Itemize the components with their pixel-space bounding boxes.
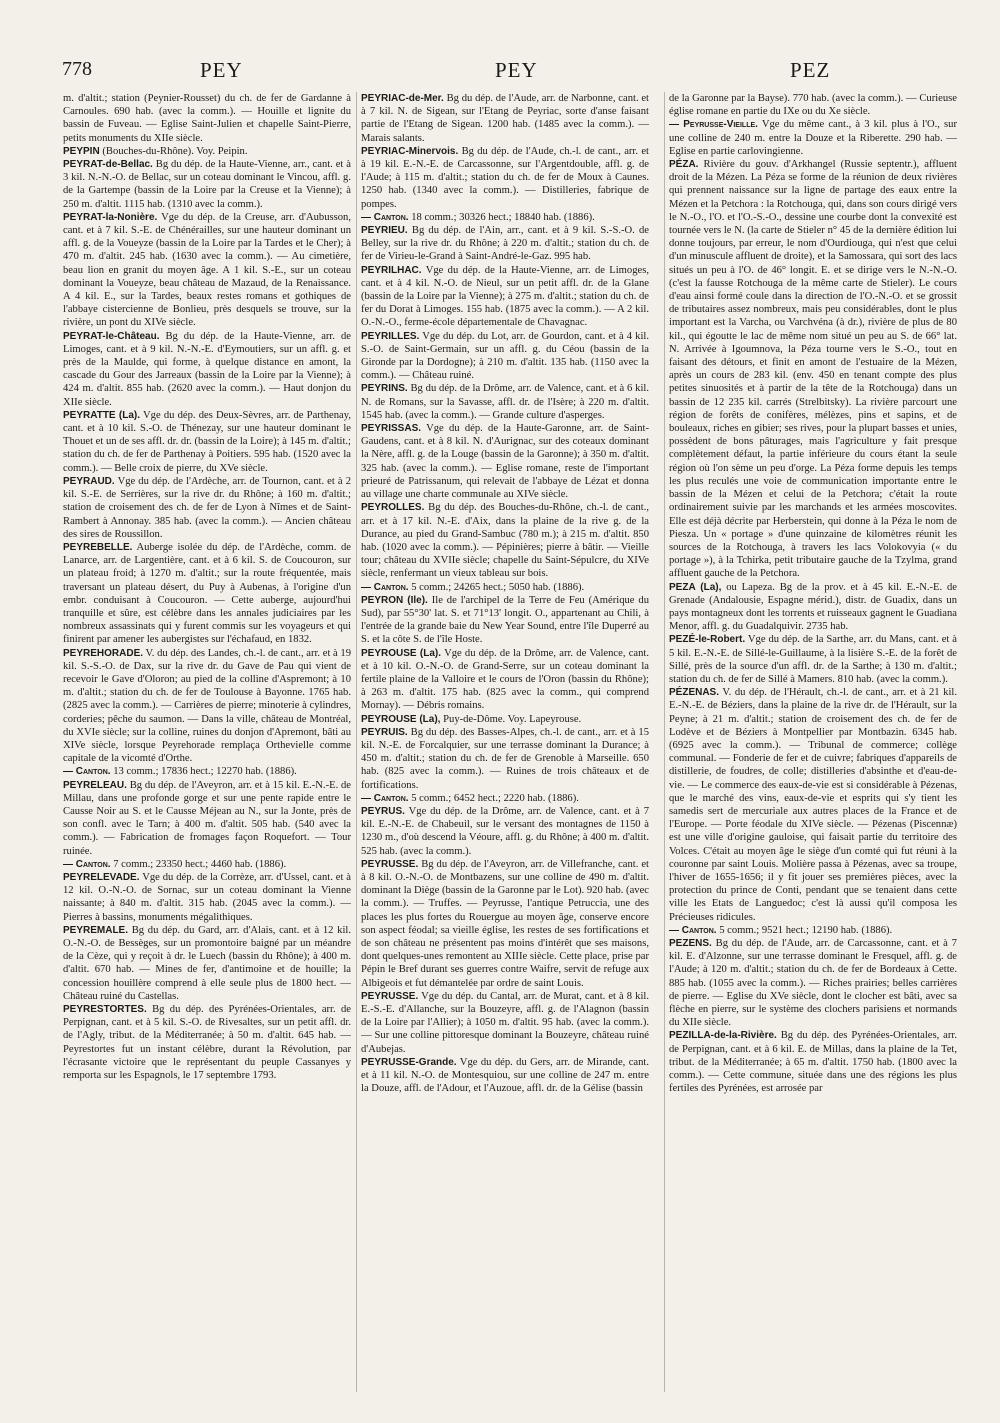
dictionary-entry (361, 726, 649, 792)
entry-text: m. d'altit.; station (Peynier-Rousset) du ch. de fer de Gardanne à Carnoules. 690 hab. (avec la comm.). — Houille et lignite du bassin de Fuveau. — Eglise Saint-Julien et chapelle Saint-Pierre, petits monuments du XIIe siècle. (63, 93, 351, 144)
entry-headword: PEYROUSE (La), (361, 713, 441, 725)
entry-text: 7 comm.; 23350 hect.; 4460 hab. (1886). (113, 858, 287, 870)
entry-text: Rivière du gouv. d'Arkhangel (Russie septentr.), affluent droit de la Mézen. La Péza se forme de la réunion de deux rivières qui prennent naissance sur la ligne de partage des eaux entre la Mézen et la Petchora : la Rotchouga, qui, dans son cours dirigé vers le N.-O., l'O. et l'O.-S.-O., dessine une courbe dont la convexité est tournée vers le N. (la carte de Stieler n° 45 de la dernière édition lui donne toujours, par erreur, le nom d'Ourdiouga, qui n'est que celui d'un minuscule affluent de droite), et la Samossara, qui sort des lacs situés un peu à l'O. de 46° longit. E. et se dirige vers le N.-N.-O. (c'est la fausse Rotchouga de la même carte de Stieler). Le cours d'eau ainsi formé coule dans la direction de l'O.-N.-O. et se grossit de tributaires assez nombreux, mais peu considérables, dont le plus important est la Varcha, ou Varchvéna (à dr.), rivière de plus de 80 kil., qui égoutte le lac de même nom situé un peu au S. de 66° lat. N. Arrivée à Igoumnova, la Péza tourne vers le S.-O., tout en faisant des détours, et finit en amont de l'estuaire de la Mézen, après un cours de 283 kil. (env. 450 en tenant compte des plus petites sinuosités et à partir de la tête de la Rotchouga) dans un bassin de 12 235 kil. carrés (Strelbitsky). La rivière parcourt une région de forêts de conifères, mélèzes, pins et sapins, et de bouleaux, riches en gibier; ses rives, pour la plupart basses et unies, possèdent de bons pâturages, mais l'agriculture y fait presque complètement défaut, la partie inférieure du cours étant la seule région où l'on sème un peu d'orge. La Péza forme depuis les temps les plus reculés une voie de communication importante entre le bassin de la Mézen et celui de la Petchora; c'était la route ordinairement suivie par les marchands et les armées moscovites. Elle est déjà décrite par Herberstein, qui donne à la Péza le nom de Piesza. Un « portage » d'une quinzaine de kilomètres réunit les sources de la Rotchouga, à travers les lacs Volokovyia (« du portage »), à la Tchirka, petit tributaire gauche de la Tzylma, grand affluent gauche de la Petchora. (669, 159, 957, 580)
dictionary-entry (63, 541, 351, 647)
entry-headword: PEYRAT-la-Nonière. (63, 211, 158, 223)
running-header (0, 58, 1000, 88)
entry-text: Vge du dép. de la Drôme, arr. de Valence, cant. et à 10 kil. O.-N.-O. de Grand-Serre, sur un coteau dominant la fertile plaine de la Valloire et le cours de l'Oron (bassin du Rhône); à 263 m. d'altit. 175 hab. (825 avec la comm., qui comprend Mornay). — Débris romains. (361, 647, 649, 712)
entry-headword: PEYREMALE. (63, 924, 129, 936)
center-headword: PEY (495, 58, 538, 82)
entry-text: Bg du dép. du Gard, arr. d'Alais, cant. et à 12 kil. O.-N.-O. de Bessèges, sur un promontoire baigné par un méandre de la Cèze, qui y reçoit à dr. le Luech (bassin du Rhône); à 400 m. d'altit. 670 hab. — Mines de fer, d'antimoine et de houille; la concession houillère comprend à elle seule plus de 1800 hect. — Château ruiné du Castellas. (63, 924, 351, 1002)
dictionary-entry (361, 647, 649, 713)
dictionary-entry (63, 765, 351, 778)
dictionary-entry (361, 792, 649, 805)
entry-headword: PÉZENAS. (669, 687, 720, 699)
entry-text: Vge du dép. de la Haute-Vienne, arr. de Limoges, cant. et à 4 kil. N.-O. de Nieul, sur un petit affl. dr. de la Glane (bassin de la Loire par la Vienne); à 275 m. d'altit.; station du ch. de fer du Dorat à Limoges. 155 hab. (1875 avec la comm.). — A 2 kil. O.-N.-O., ferme-école départementale de Chavagnac. (361, 264, 649, 329)
dictionary-entry (63, 409, 351, 475)
dictionary-entry (361, 501, 649, 580)
entry-text: Vge du dép. de la Drôme, arr. de Valence, cant. et à 7 kil. E.-N.-E. de Chabeuil, sur le versant des montagnes de 1150 à 1230 m., d'où descend la Véoure, affl. g. du Rhône; à 400 m. d'altit. 525 hab. (avec la comm.). (361, 805, 649, 857)
dictionary-entry (63, 647, 351, 766)
dictionary-entry (669, 158, 957, 581)
text-column-left (63, 92, 351, 1412)
entry-headword: PEYRUSSE-Grande. (361, 1056, 457, 1068)
dictionary-entry (63, 330, 351, 409)
text-column-right (669, 92, 957, 1412)
dictionary-entry (361, 224, 649, 264)
entry-text: Bg du dép. des Bouches-du-Rhône, ch.-l. de cant., arr. et à 17 kil. N.-E. d'Aix, dans la plaine de la rive g. de la Durance, au pied du Grand-Sambuc (780 m.); à 215 m. d'altit. 850 hab. (1020 avec la comm.). — Pépinières; pierre à bâtir. — Vieille tour; château du XVIIe siècle; chapelle du Saint-Sépulcre, du XIVe siècle, renfermant un vieux tableau sur bois. (361, 502, 649, 580)
dictionary-entry (63, 871, 351, 924)
dictionary-entry (361, 594, 649, 647)
entry-text: Vge du dép. de l'Ardèche, arr. de Tournon, cant. et à 2 kil. S.-E. de Serrières, sur la rive dr. du Rhône; à 160 m. d'altit.; station de croisement des ch. de fer de Lyon à Nîmes et de Saint-Rambert à Annonay. 385 hab. (avec la comm.). — Ancien château des sires de Roussillon. (63, 475, 351, 540)
entry-text: Vge du dép. du Cantal, arr. de Murat, cant. et à 8 kil. E.-S.-E. d'Allanche, sur la Bouzeyre, affl. g. de l'Alagnon (bassin de la Loire par l'Allier); à 1050 m. d'altit. 95 hab. (avec la comm.). — Sur une colline pittoresque dominant la Bouzeyre, château ruiné d'Aubejas. (361, 990, 649, 1055)
dictionary-entry (669, 937, 957, 1029)
entry-headword: PEYRATTE (La). (63, 409, 141, 421)
entry-text: Vge du dép. de la Sarthe, arr. du Mans, cant. et à 5 kil. E.-N.-E. de Sillé-le-Guillaume, à la lisière S.-E. de la forêt de Sillé, près de la source d'un affl. dr. de la Sarthe; à 130 m. d'altit.; station du ch. de fer de Sillé à Mamers. 810 hab. (avec la comm.). (669, 634, 957, 685)
entry-text: Bg du dép. des Pyrénées-Orientales, arr. de Perpignan, cant. et à 5 kil. S.-O. de Rivesaltes, sur un petit affl. dr. de l'Agly, tribut. de la Méditerranée; à 50 m. d'altit. 645 hab. — Peyrestortes fut un instant célèbre, durant la Révolution, par l'écrasante victoire que le représentant du peuple Cassanyes y remporta sur les Espagnols, le 17 septembre 1793. (63, 1004, 351, 1082)
dictionary-entry (63, 92, 351, 145)
entry-headword: PEYRIAC-de-Mer. (361, 93, 444, 104)
entry-headword: PEYRAUD. (63, 475, 115, 487)
entry-headword: PÉZA. (669, 159, 699, 171)
entry-headword: PEYREHORADE. (63, 647, 144, 659)
entry-text: V. du dép. des Landes, ch.-l. de cant., arr. et à 19 kil. S.-S.-O. de Dax, sur la rive dr. du Gave de Pau qui vient de recevoir le Gave d'Oloron; au pied de la colline d'Aspremont; à 10 m. d'altit.; station du ch. de fer de Toulouse à Bayonne. 1765 hab. (2825 avec la comm.). — Carrières de pierre; minoterie à cylindres, corderies; pêche du saumon. — Dans la ville, château de Montréal, du XVIe siècle; sur la colline, ruines du donjon d'Apremont, bâti au XIVe siècle, lorsque Peyrehorade remplaça Orthevielle comme capitale de la vicomté d'Orthe. (63, 647, 351, 765)
entry-headword: PEYRAT-de-Bellac. (63, 159, 153, 171)
entry-headword: PEYROUSE (La). (361, 647, 442, 659)
dictionary-entry (361, 382, 649, 422)
entry-headword: PEYPIN (63, 145, 100, 157)
dictionary-entry (361, 858, 649, 990)
column-divider (356, 92, 357, 1392)
entry-text: 13 comm.; 17836 hect.; 12270 hab. (1886). (113, 766, 297, 778)
entry-text: Bg du dép. de l'Aude, arr. de Narbonne, cant. et à 7 kil. N. de Sigean, sur l'Etang de Peyriac, sorte d'anse faisant partie de l'Etang de Sigean. 1200 hab. (1485 avec la comm.). — Marais salants. (361, 93, 649, 144)
dictionary-entry (361, 330, 649, 383)
dictionary-entry (669, 118, 957, 158)
entry-text: Vge du dép. du Gers, arr. de Mirande, cant. et à 11 kil. N.-O. de Montesquiou, sur une colline de 247 m. entre la Douze, affl. de l'Adour, et l'Auzoue, affl. dr. de la Gélise (bassin (361, 1056, 649, 1095)
entry-headword: PEYRUIS. (361, 726, 408, 738)
entry-headword: PEZÉ-le-Robert. (669, 634, 746, 646)
dictionary-entry (63, 858, 351, 871)
entry-headword: PEYRILLES. (361, 330, 420, 342)
entry-headword: — Canton. (361, 211, 409, 223)
dictionary-entry (63, 779, 351, 858)
text-column-middle (361, 92, 649, 1412)
entry-text: Bg du dép. de la Drôme, arr. de Valence, cant. et à 6 kil. N. de Romans, sur la Savasse, affl. dr. de l'Isère; à 220 m. d'altit. 1545 hab. (avec la comm.). — Grande culture d'asperges. (361, 383, 649, 421)
entry-headword: — Canton. (361, 581, 409, 593)
entry-text: 5 comm.; 24265 hect.; 5050 hab. (1886). (411, 581, 585, 593)
entry-headword: PEZENS. (669, 938, 712, 949)
dictionary-entry (361, 1056, 649, 1096)
entry-text: Puy-de-Dôme. Voy. Lapeyrouse. (443, 713, 582, 725)
entry-text: 5 comm.; 9521 hect.; 12190 hab. (1886). (719, 924, 893, 936)
entry-text: Vge du dép. du Lot, arr. de Gourdon, cant. et à 4 kil. S.-O. de Saint-Germain, sur un affl. g. du Céou (bassin de la Gironde par la Dordogne); à 210 m. d'altit. 135 hab. (1150 avec la comm.). — Château ruiné. (361, 330, 649, 382)
entry-headword: — Canton. (669, 924, 717, 936)
entry-text: Vge du dép. de la Haute-Garonne, arr. de Saint-Gaudens, cant. et à 8 kil. N. d'Aurignac, sur des coteaux dominant la Nère, affl. g. de la Louge (bassin de la Garonne); à 350 m. d'altit. 325 hab. (avec la comm.). — Eglise romane, reste de l'important prieuré de Patrissanum, qui relevait de l'abbaye de Lézat et donna au village une charte communale au XIVe siècle. (361, 423, 649, 501)
entry-text: Vge du même cant., à 3 kil. plus à l'O., sur une colline de 240 m. entre la Douze et la Riberette. 290 hab. — Eglise en partie carlovingienne. (669, 119, 957, 157)
dictionary-entry (361, 713, 649, 726)
entry-text: V. du dép. de l'Hérault, ch.-l. de cant., arr. et à 21 kil. E.-N.-E. de Béziers, dans la plaine de la rive dr. de l'Hérault, sur la Peyne; à 21 m. d'altit.; station de croisement des ch. de fer de Lodève et de Béziers à Montpellier par Montbazin. 6345 hab. (6925 avec la comm.). — Tribunal de commerce; collège communal. — Fonderie de fer et de cuivre; fabriques d'appareils de distillerie, de foudres, de colle; distilleries d'absinthe et d'eau-de-vie. — Le commerce des eaux-de-vie est si considérable à Pézenas, que le marché des vins, eaux-de-vie et esprits qui s'y tient les samedis sert de mercuriale aux autres places de la France et de l'Europe. — Porte féodale du XIVe siècle. — Pézenas (Piscennæ) est une ville d'origine gauloise, qui faisait partie du territoire des Volces. C'était au moyen âge le siège d'un comté qui fut réuni à la couronne par saint Louis. Molière passa à Pézenas, avec sa troupe, l'hiver de 1655-1656; il y fit jouer ses premières pièces, avec la protection du prince de Conti, pendant que se tenaient dans cette ville les Etats de Languedoc; c'est là aussi qu'il composa les Précieuses ridicules. (669, 687, 957, 923)
entry-headword: PEYRIAC-Minervois. (361, 145, 459, 157)
left-headword: PEY (200, 58, 243, 82)
entry-text: Bg du dép. de la Haute-Vienne, arr. de Limoges, cant. et à 9 kil. N.-N.-E. d'Eymoutiers, sur un affl. g. et près de la Maulde, qui forme, à quelque distance en amont, la cascade du Gour des Jarreaux (bassin de la Loire par la Vienne); à 424 m. d'altit. 855 hab. (2620 avec la comm.). — Haut donjon du XIIe siècle. (63, 330, 351, 408)
dictionary-entry (361, 92, 649, 145)
entry-text: Bg du dép. des Pyrénées-Orientales, arr. de Perpignan, cant. et à 6 kil. E. de Millas, dans la plaine de la Tet, tribut. de la Méditerranée; à 65 m. d'altit. 1750 hab. (1800 avec la comm.). — Cette commune, située dans une des régions les plus fertiles des Pyrénées, est arrosée par (669, 1030, 957, 1095)
entry-headword: PEYRISSAS. (361, 423, 422, 435)
dictionary-entry (63, 1003, 351, 1082)
entry-headword: PEZA (La), (669, 581, 722, 593)
dictionary-entry (361, 581, 649, 594)
dictionary-entry (669, 633, 957, 686)
page-number: 778 (62, 58, 92, 80)
entry-headword: PEYRUSSE. (361, 858, 419, 870)
dictionary-entry (361, 422, 649, 501)
entry-headword: PEYRELEAU. (63, 779, 127, 791)
entry-text: Vge du dép. de la Corrèze, arr. d'Ussel, cant. et à 12 kil. O.-N.-O. de Sornac, sur un coteau dominant la Vienne naissante; à 840 m. d'altit. 315 hab. (2045 avec la comm.). — Pierres à bassins, monuments mégalithiques. (63, 871, 351, 923)
entry-text: Bg du dép. de l'Aude, arr. de Carcassonne, cant. et à 7 kil. E. d'Alzonne, sur une terrasse dominant le Fresquel, affl. g. de l'Aude; à 120 m. d'altit.; station du ch. de fer de Bordeaux à Cette. 885 hab. (1055 avec la comm.). — Riches prairies; belles carrières de pierre. — Eglise du XVe siècle, dont le clocher est bâti, avec sa flèche en pierre, sur le système des clochers parisiens et normands du XIIe siècle. (669, 938, 957, 1029)
entry-text: 18 comm.; 30326 hect.; 18840 hab. (1886). (411, 211, 595, 223)
entry-text: Auberge isolée du dép. de l'Ardèche, comm. de Lanarce, arr. de Largentière, cant. et à 6 kil. S. de Coucouron, sur un plateau froid; à 1270 m. d'altit.; sur la route fréquentée, mais traversant un plateau désert, du Puy à Aubenas, à l'origine d'un embr. conduisant à Coucouron. — Cette auberge, aujourd'hui tranquille et sûre, est célèbre dans les annales judiciaires par les nombreux assassinats qui y furent commis sur les voyageurs et qui finirent par amener les aubergistes sur l'échafaud, en 1832. (63, 541, 351, 646)
entry-headword: PEYROLLES. (361, 502, 425, 514)
entry-headword: PEYRON (Ile). (361, 594, 428, 606)
dictionary-entry (669, 92, 957, 118)
dictionary-entry (669, 1029, 957, 1095)
entry-headword: — Peyrusse-Vieille. (669, 119, 758, 131)
entry-headword: PEYRUSSE. (361, 990, 419, 1002)
entry-text: Bg du dép. de l'Aveyron, arr. de Villefranche, cant. et à 8 kil. O.-N.-O. de Montbazens, sur une colline de 490 m. d'altit. dominant la Diège (bassin de la Garonne par le Lot). 920 hab. (avec la comm.). — Truffes. — Peyrusse, l'antique Petruccia, une des places les plus fortes du Rouergue au moyen âge, conserve encore son aspect féodal; sa vieille église, les restes de ses fortifications et de son château ne présentent pas moins d'intérêt que ses maisons, dont quelques-unes remontent au XIIIe siècle. Cette place, prise par Pépin le Bref durant ses guerres contre Waifre, servit de refuge aux Albigeois et fut démantelée par ordre de saint Louis. (361, 858, 649, 989)
dictionary-entry (361, 805, 649, 858)
entry-headword: PEYRELEVADE. (63, 871, 140, 883)
entry-headword: PEYRILHAC. (361, 264, 422, 276)
entry-text: (Bouches-du-Rhône). Voy. Peipin. (102, 145, 248, 157)
entry-headword: PEYRIEU. (361, 225, 408, 237)
entry-headword: PEYRUS. (361, 805, 405, 817)
dictionary-entry (361, 211, 649, 224)
entry-text: Bg du dép. de l'Ain, arr., cant. et à 9 kil. S.-S.-O. de Belley, sur la rive dr. du Rhône; à 220 m. d'altit.; station du ch. de fer de Virieu-le-Grand à Saint-André-le-Gaz. 995 hab. (361, 225, 649, 263)
dictionary-entry (63, 924, 351, 1003)
entry-headword: PEYRESTORTES. (63, 1004, 147, 1016)
dictionary-entry (361, 990, 649, 1056)
entry-headword: — Canton. (63, 858, 111, 870)
dictionary-entry (669, 581, 957, 634)
entry-headword: PEYRAT-le-Château. (63, 330, 160, 342)
entry-text: 5 comm.; 6452 hect.; 2220 hab. (1886). (411, 792, 579, 804)
entry-text: Ile de l'archipel de la Terre de Feu (Amérique du Sud), par 55°30' lat. S. et 71°13' longit. O., appartenant au Chili, à l'entrée de la grande baie du New Year Sound, entre l'île Duperré au S. et la côte S. de l'île Hoste. (361, 594, 649, 646)
dictionary-entry (669, 924, 957, 937)
entry-text: Vge du dép. de la Creuse, arr. d'Aubusson, cant. et à 7 kil. S.-E. de Chénérailles, sur une hauteur dominant un affl. g. de la Voueyze (bassin de la Loire par la Tardes et le Cher); à 470 m. d'altit. 245 hab. (1630 avec la comm.). — Au cimetière, beau lion en granit du moyen âge. A 1 kil. S.-E., sur un coteau dominant la Voueyze, beau château de Mazaud, de la Renaissance. A 4 kil. E., sur la Tardes, beaux restes romans et gothiques de l'abbaye cistercienne de Bonlieu, près desquels se trouve, sur la rivière, un pont du XIVe siècle. (63, 211, 351, 329)
entry-text: Bg du dép. de l'Aude, ch.-l. de cant., arr. et à 19 kil. E.-N.-E. de Carcassonne, sur l'Argentdouble, affl. g. de l'Aude; à 115 m. d'altit.; station du ch. de fer de Moux à Caunes. 1250 hab. (1340 avec la comm.). — Distilleries, fabrique de pompes. (361, 145, 649, 210)
dictionary-entry (63, 475, 351, 541)
dictionary-entry (63, 211, 351, 330)
dictionary-entry (63, 158, 351, 211)
dictionary-entry (63, 145, 351, 158)
entry-headword: — Canton. (63, 766, 111, 778)
column-divider (664, 92, 665, 1392)
dictionary-entry (361, 264, 649, 330)
entry-text: Bg du dép. des Basses-Alpes, ch.-l. de cant., arr. et à 15 kil. N.-E. de Forcalquier, sur une terrasse dominant la Durance; à 450 m. d'altit.; station du ch. de fer de Grenoble à Marseille. 650 hab. (825 avec la comm.). — Ruines de trois châteaux et de fortifications. (361, 726, 649, 791)
entry-text: ou Lapeza. Bg de la prov. et à 45 kil. E.-N.-E. de Grenade (Andalousie, Espagne mérid.), distr. de Guadix, dans un pays montagneux dont les torrents et ruisseaux gagnent le Guadiana Menor, affl. g. du Guadalquivir. 2735 hab. (669, 581, 957, 633)
entry-text: Vge du dép. des Deux-Sèvres, arr. de Parthenay, cant. et à 10 kil. S.-O. de Thénezay, sur une hauteur dominant le Thouet et un de ses affl. dr. dr. (bassin de la Loire); à 145 m. d'altit.; station du ch. de fer de Parthenay à Poitiers. 595 hab. (1520 avec la comm.). — Belle croix de pierre, du XVe siècle. (63, 409, 351, 474)
dictionary-entry (361, 145, 649, 211)
entry-headword: PEYRINS. (361, 383, 408, 395)
entry-text: de la Garonne par la Bayse). 770 hab. (avec la comm.). — Curieuse église romane en partie du IXe ou du Xe siècle. (669, 93, 957, 118)
entry-headword: PEYREBELLE. (63, 541, 133, 553)
entry-headword: PEZILLA-de-la-Rivière. (669, 1030, 777, 1042)
dictionary-entry (669, 686, 957, 924)
entry-headword: — Canton. (361, 792, 409, 804)
entry-text: Bg du dép. de la Haute-Vienne, arr., cant. et à 3 kil. N.-N.-O. de Bellac, sur un coteau dominant le Vincou, affl. g. de la Gartempe (bassin de la Loire par la Creuse et la Vienne); à 250 m. d'altit. 1115 hab. (1310 avec la comm.). (63, 159, 351, 210)
right-headword: PEZ (790, 58, 831, 82)
entry-text: Bg du dép. de l'Aveyron, arr. et à 15 kil. E.-N.-E. de Millau, dans une profonde gorge et sur une pente rapide entre le Causse Noir au S. et le Causse Méjean au N., sur la Jonte, près de son confl. avec le Tarn; à 400 m. d'altit. 505 hab. (540 avec la comm.). — Fabrication de fromages façon Roquefort. — Tour ruinée. (63, 779, 351, 857)
